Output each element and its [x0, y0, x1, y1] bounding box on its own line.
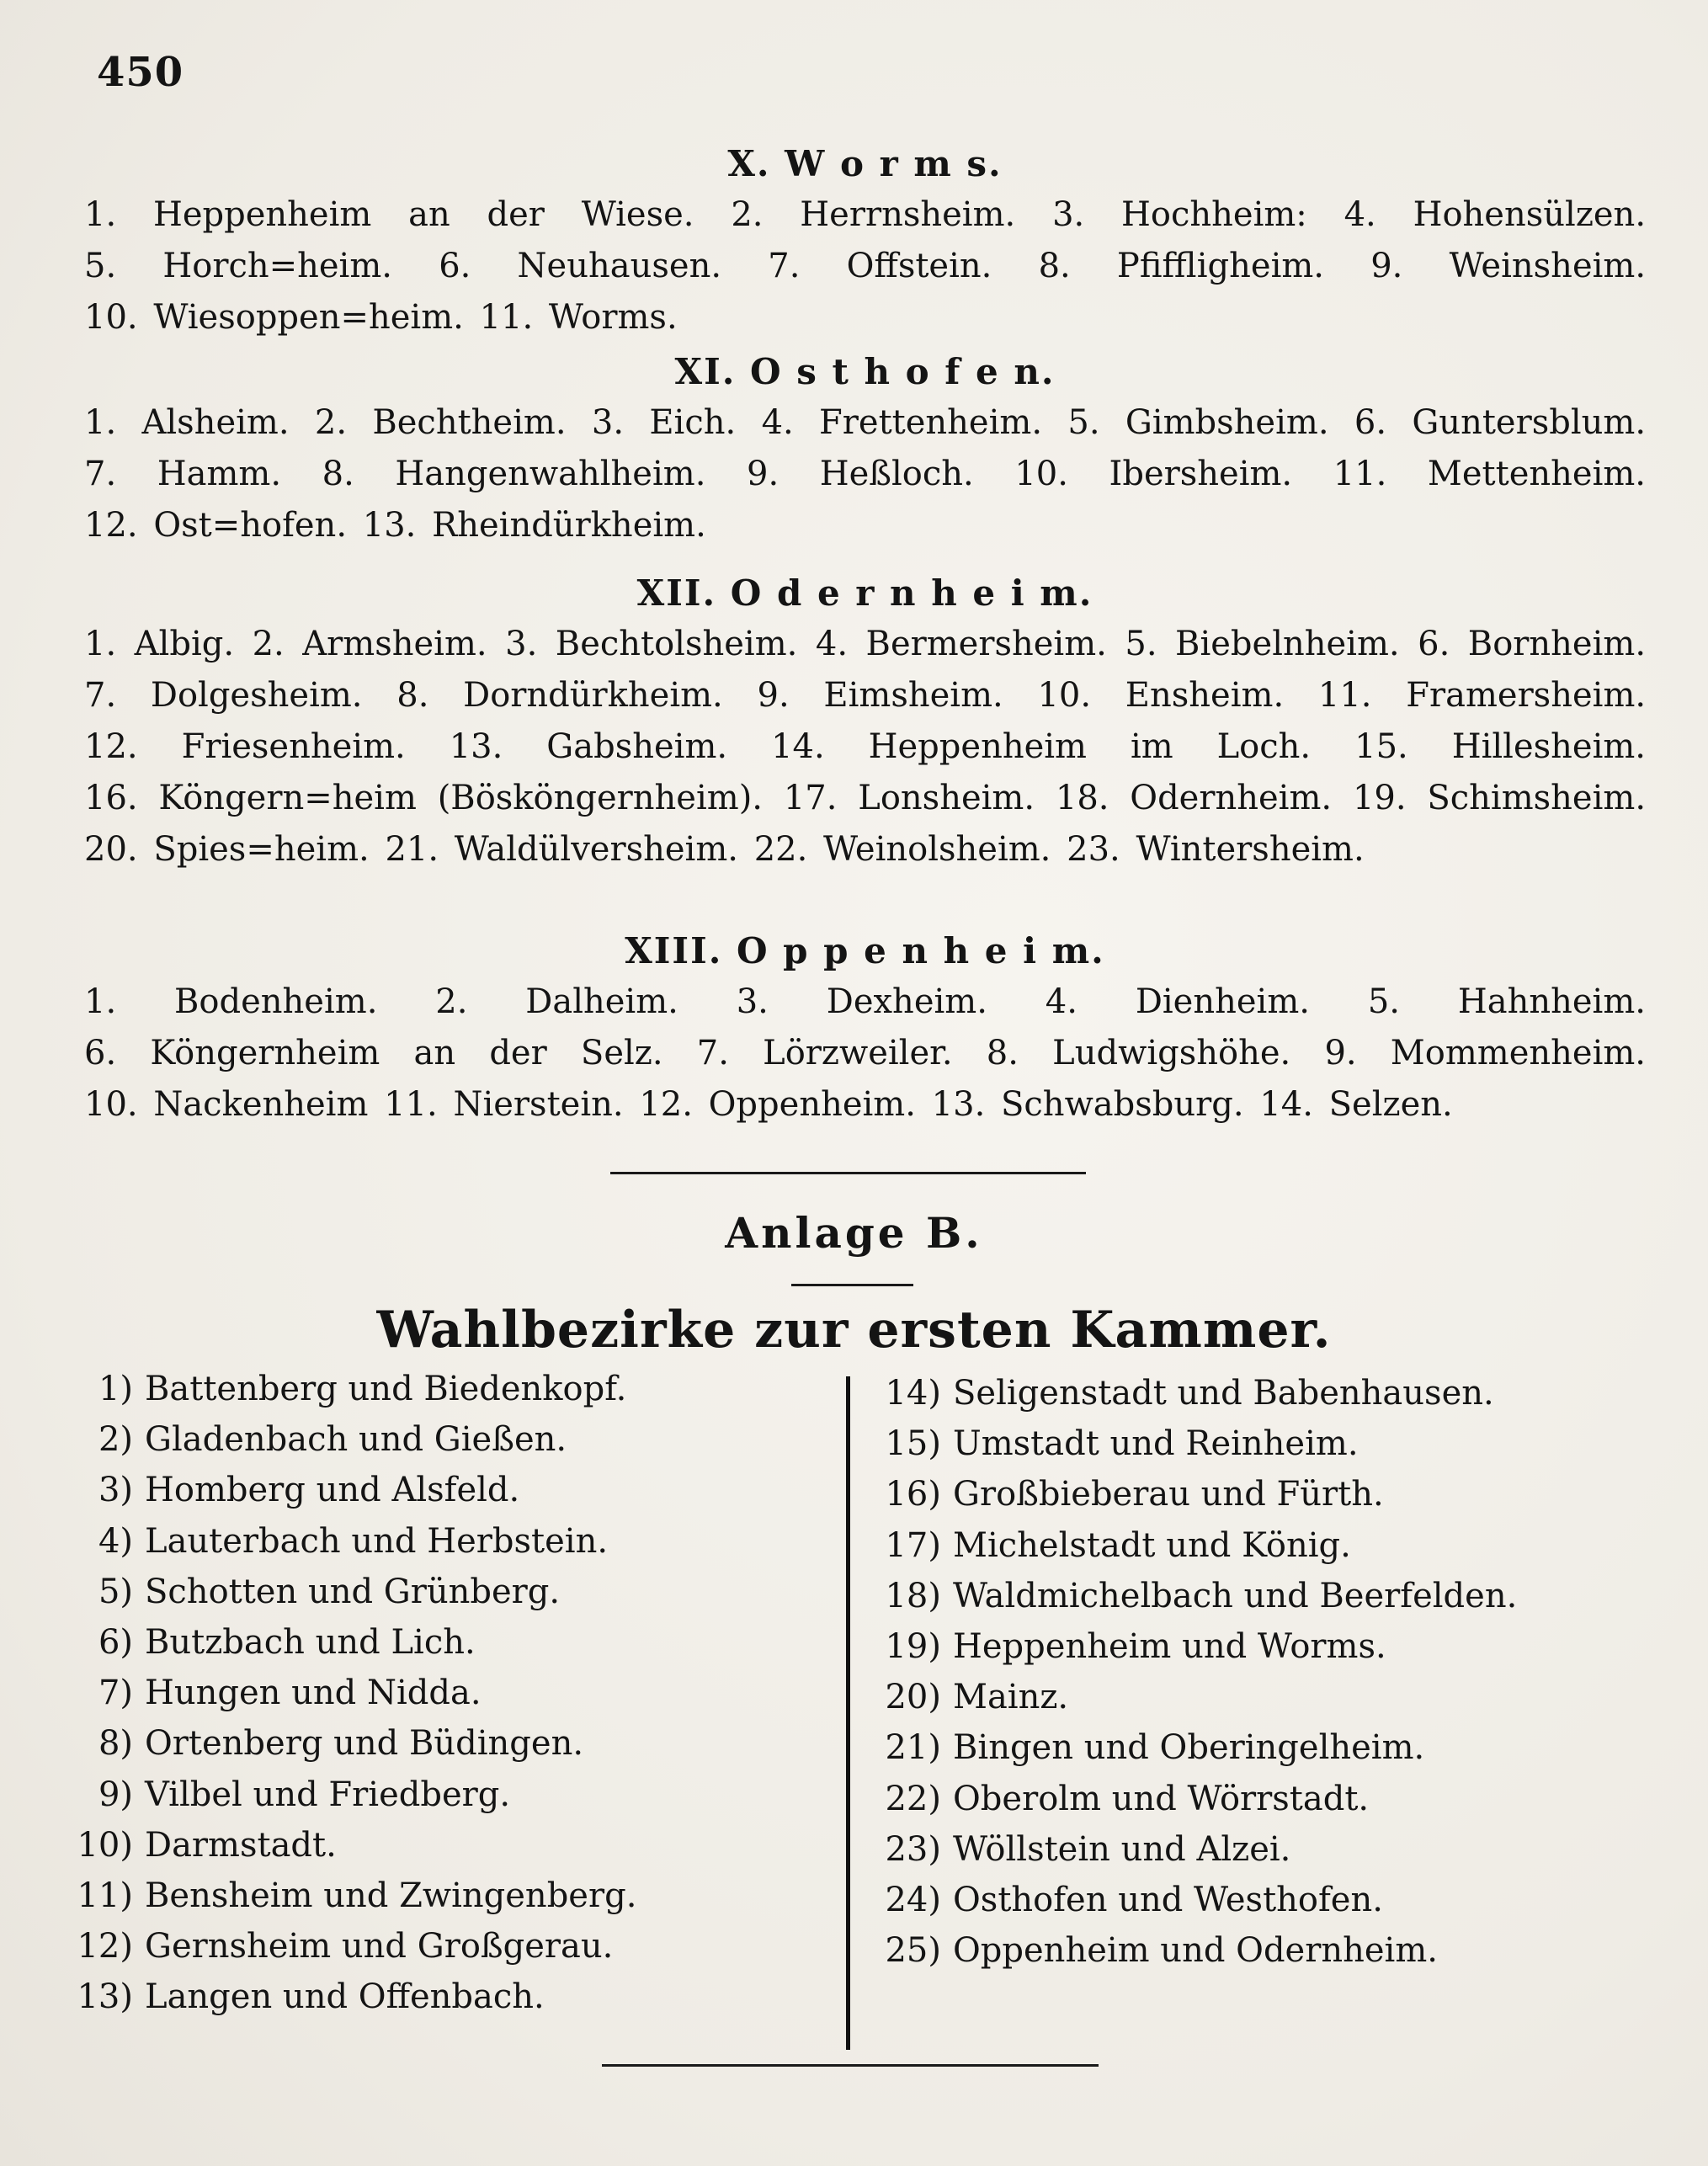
place-entry: 23. Wintersheim.	[1067, 830, 1365, 869]
column-divider	[846, 1376, 850, 2050]
district-name: Oberolm und Wörrstadt.	[953, 1779, 1370, 1818]
section-heading: XII. O d e r n h e i m.	[636, 572, 1093, 614]
district-item	[51, 1516, 636, 1567]
place-entry: 9. Eimsheim.	[757, 676, 1003, 715]
place-entry: 7. Lörzweiler.	[696, 1034, 953, 1072]
place-entry: 8. Pfiffligheim.	[1038, 247, 1325, 285]
district-name: Osthofen und Westhofen.	[953, 1880, 1383, 1919]
section-worms	[84, 139, 1646, 343]
place-entry: 11. Nierstein.	[384, 1085, 624, 1124]
district-item	[859, 1722, 1517, 1773]
place-entry: 5. Horch=heim.	[84, 247, 392, 285]
district-item	[51, 1465, 636, 1515]
place-entry: 4. Frettenheim.	[761, 403, 1043, 442]
district-item	[859, 1520, 1517, 1571]
place-entry: 2. Bechtheim.	[314, 403, 567, 442]
district-item	[859, 1621, 1517, 1672]
district-item	[51, 1364, 636, 1414]
district-name: Waldmichelbach und Beerfelden.	[953, 1576, 1518, 1615]
district-item	[51, 1871, 636, 1921]
place-entry: 11. Worms.	[479, 298, 678, 337]
place-entry: 12. Friesenheim.	[84, 727, 406, 766]
district-item	[51, 1567, 636, 1617]
district-number: 9)	[98, 1775, 133, 1814]
district-name: Michelstadt und König.	[953, 1525, 1351, 1565]
district-number: 6)	[98, 1622, 133, 1662]
section-heading: XIII. O p p e n h e i m.	[625, 930, 1105, 971]
district-name: Wöllstein und Alzei.	[953, 1829, 1291, 1869]
district-name: Battenberg und Biedenkopf.	[145, 1370, 627, 1408]
section-heading: XI. O s t h o f e n.	[674, 351, 1056, 392]
divider-rule-short	[791, 1284, 913, 1286]
section-odernheim	[84, 568, 1646, 875]
district-name: Umstadt und Reinheim.	[953, 1424, 1359, 1464]
place-entry: 9. Heßloch.	[747, 455, 974, 493]
place-entry: 1. Albig.	[84, 625, 235, 663]
district-name: Seligenstadt und Babenhausen.	[953, 1374, 1494, 1413]
district-number: 18)	[885, 1576, 941, 1615]
district-number: 7)	[98, 1674, 133, 1713]
district-number: 1)	[98, 1370, 133, 1408]
divider-rule	[610, 1172, 1086, 1174]
district-name: Butzbach und Lich.	[145, 1622, 476, 1662]
place-entry: 4. Bermersheim.	[815, 625, 1107, 663]
place-entry: 10. Ensheim.	[1037, 676, 1285, 715]
district-name: Großbieberau und Fürth.	[953, 1475, 1384, 1514]
place-entry: 7. Hamm.	[84, 455, 282, 493]
district-item	[859, 1571, 1517, 1621]
district-name: Bingen und Oberingelheim.	[953, 1728, 1425, 1768]
place-entry: 14. Heppenheim im Loch.	[771, 727, 1312, 766]
section-entries	[84, 977, 1646, 1131]
place-entry: 16. Köngern=heim (Bösköngernheim).	[84, 779, 764, 817]
district-item	[51, 1820, 636, 1871]
district-name: Darmstadt.	[145, 1825, 337, 1865]
place-entry: 13. Rheindürkheim.	[362, 506, 706, 545]
place-entry: 2. Dalheim.	[435, 982, 678, 1021]
place-entry: 12. Oppenheim.	[639, 1085, 916, 1124]
place-entry: 6. Neuhausen.	[439, 247, 722, 285]
district-number: 13)	[77, 1977, 133, 2017]
place-entry: 7. Dolgesheim.	[84, 676, 363, 715]
district-list-left	[51, 1364, 636, 2022]
district-name: Homberg und Alsfeld.	[145, 1471, 520, 1510]
district-name: Vilbel und Friedberg.	[145, 1775, 511, 1814]
district-item	[859, 1774, 1517, 1824]
place-entry: 11. Mettenheim.	[1333, 455, 1647, 493]
place-entry: 9. Mommenheim.	[1324, 1034, 1647, 1072]
district-number: 16)	[885, 1475, 941, 1514]
place-entry: 12. Ost=hofen.	[84, 506, 348, 545]
district-item	[51, 1668, 636, 1718]
district-item	[51, 1617, 636, 1668]
district-item	[859, 1925, 1517, 1976]
place-entry: 4. Hohensülzen.	[1344, 195, 1647, 234]
place-entry: 6. Köngernheim an der Selz.	[84, 1034, 663, 1072]
section-osthofen	[84, 347, 1646, 551]
place-entry: 18. Odernheim.	[1055, 779, 1333, 817]
district-item	[859, 1368, 1517, 1418]
district-number: 19)	[885, 1626, 941, 1666]
place-entry: 2. Armsheim.	[252, 625, 487, 663]
place-entry: 3. Eich.	[591, 403, 737, 442]
district-number: 5)	[98, 1572, 133, 1611]
district-number: 11)	[77, 1876, 133, 1915]
district-item	[51, 1414, 636, 1465]
district-name: Oppenheim und Odernheim.	[953, 1931, 1438, 1971]
district-number: 25)	[885, 1931, 941, 1971]
annex-title: Anlage B.	[725, 1208, 983, 1258]
section-entries	[84, 397, 1646, 551]
place-entry: 9. Weinsheim.	[1370, 247, 1647, 285]
district-name: Langen und Offenbach.	[145, 1977, 545, 2017]
district-item	[859, 1875, 1517, 1925]
district-number: 24)	[885, 1880, 941, 1919]
place-entry: 8. Ludwigshöhe.	[986, 1034, 1291, 1072]
district-name: Hungen und Nidda.	[145, 1674, 482, 1713]
section-entries	[84, 619, 1646, 875]
place-entry: 14. Selzen.	[1259, 1085, 1453, 1124]
district-number: 22)	[885, 1779, 941, 1818]
place-entry: 8. Hangenwahlheim.	[322, 455, 706, 493]
place-entry: 5. Biebelnheim.	[1125, 625, 1400, 663]
place-entry: 4. Dienheim.	[1045, 982, 1310, 1021]
district-number: 20)	[885, 1678, 941, 1717]
place-entry: 5. Gimbsheim.	[1067, 403, 1329, 442]
place-entry: 10. Ibersheim.	[1014, 455, 1293, 493]
district-item	[51, 1972, 636, 2022]
district-item	[859, 1824, 1517, 1875]
place-entry: 3. Dexheim.	[736, 982, 987, 1021]
place-entry: 6. Guntersblum.	[1354, 403, 1647, 442]
place-entry: 15. Hillesheim.	[1354, 727, 1647, 766]
district-item	[51, 1770, 636, 1820]
place-entry: 1. Bodenheim.	[84, 982, 378, 1021]
district-name: Bensheim und Zwingenberg.	[145, 1876, 637, 1915]
place-entry: 20. Spies=heim.	[84, 830, 370, 869]
district-list-right	[859, 1368, 1517, 1976]
district-item	[859, 1469, 1517, 1519]
district-number: 2)	[98, 1420, 133, 1460]
place-entry: 7. Offstein.	[768, 247, 992, 285]
district-number: 10)	[77, 1825, 133, 1865]
place-entry: 13. Schwabsburg.	[931, 1085, 1244, 1124]
district-item	[859, 1672, 1517, 1722]
place-entry: 21. Waldülversheim.	[385, 830, 738, 869]
district-name: Gernsheim und Großgerau.	[145, 1927, 614, 1966]
divider-rule-bottom	[602, 2064, 1099, 2067]
district-item	[51, 1921, 636, 1972]
place-entry: 1. Heppenheim an der Wiese.	[84, 195, 694, 234]
district-name: Gladenbach und Gießen.	[145, 1420, 567, 1460]
district-name: Schotten und Grünberg.	[145, 1572, 561, 1611]
section-entries	[84, 189, 1646, 343]
place-entry: 8. Dorndürkheim.	[396, 676, 723, 715]
district-number: 15)	[885, 1424, 941, 1464]
page-number: 450	[97, 49, 184, 96]
district-number: 14)	[885, 1374, 941, 1413]
district-number: 12)	[77, 1927, 133, 1966]
place-entry: 6. Bornheim.	[1418, 625, 1647, 663]
place-entry: 2. Herrnsheim.	[731, 195, 1016, 234]
district-item	[859, 1418, 1517, 1469]
place-entry: 17. Lonsheim.	[783, 779, 1035, 817]
place-entry: 5. Hahnheim.	[1367, 982, 1646, 1021]
place-entry: 10. Wiesoppen=heim.	[84, 298, 464, 337]
district-number: 17)	[885, 1525, 941, 1565]
district-number: 3)	[98, 1471, 133, 1510]
district-number: 23)	[885, 1829, 941, 1869]
place-entry: 22. Weinolsheim.	[753, 830, 1051, 869]
district-name: Ortenberg und Büdingen.	[145, 1724, 584, 1764]
place-entry: 19. Schimsheim.	[1352, 779, 1647, 817]
district-item	[51, 1718, 636, 1769]
place-entry: 11. Framersheim.	[1317, 676, 1647, 715]
district-name: Heppenheim und Worms.	[953, 1626, 1386, 1666]
district-number: 21)	[885, 1728, 941, 1768]
district-name: Mainz.	[953, 1678, 1069, 1717]
district-number: 8)	[98, 1724, 133, 1764]
place-entry: 3. Bechtolsheim.	[505, 625, 798, 663]
place-entry: 13. Gabsheim.	[449, 727, 728, 766]
section-oppenheim	[84, 926, 1646, 1131]
place-entry: 10. Nackenheim	[84, 1085, 369, 1124]
section-heading: X. W o r m s.	[727, 143, 1003, 184]
district-name: Lauterbach und Herbstein.	[145, 1521, 609, 1561]
place-entry: 3. Hochheim:	[1052, 195, 1307, 234]
place-entry: 1. Alsheim.	[84, 403, 290, 442]
annex-subtitle: Wahlbezirke zur ersten Kammer.	[376, 1301, 1332, 1360]
district-number: 4)	[98, 1521, 133, 1561]
